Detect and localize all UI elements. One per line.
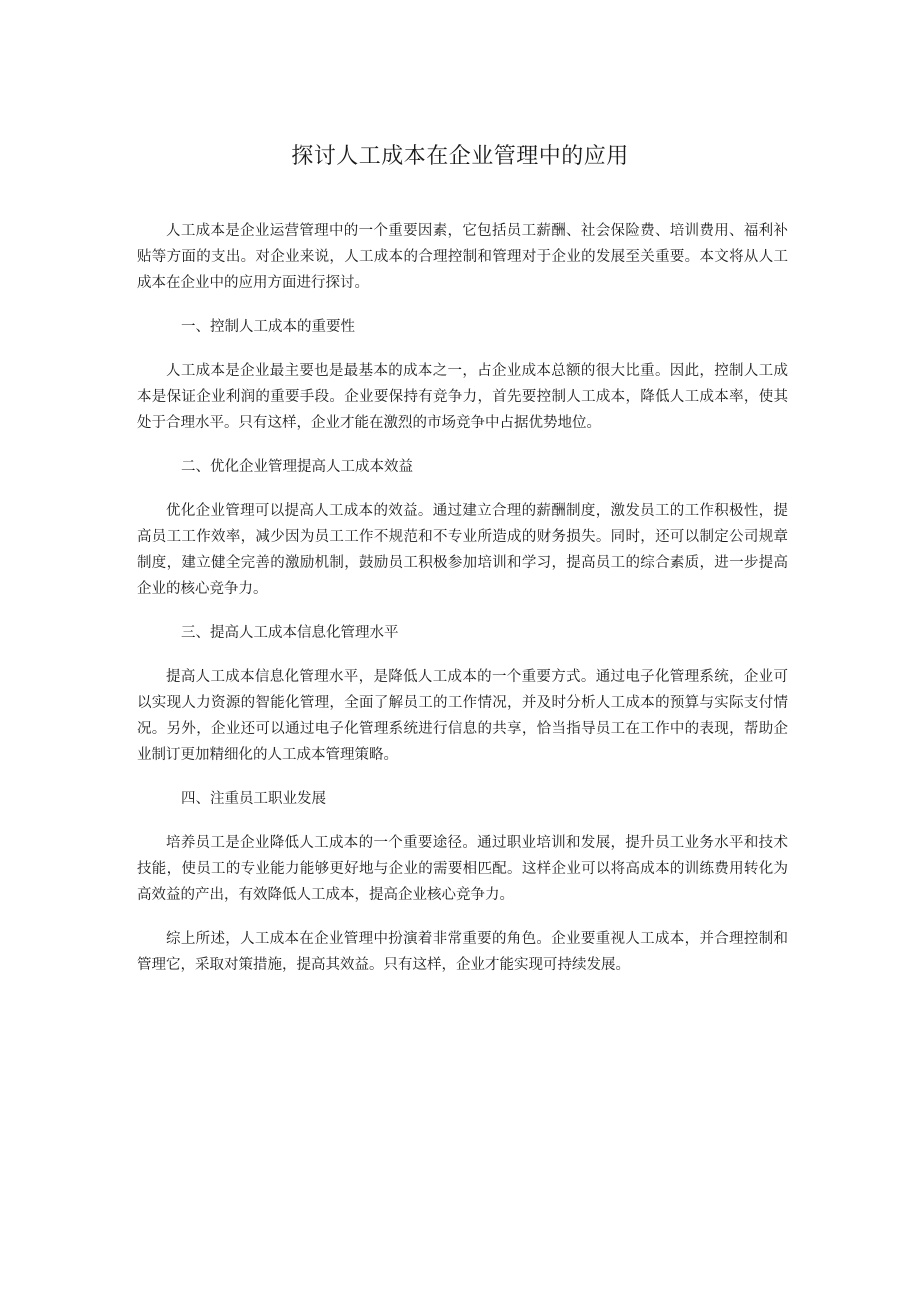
section-heading-3: 三、提高人工成本信息化管理水平 [181,625,399,641]
section-heading-1: 一、控制人工成本的重要性 [181,319,355,335]
paragraph-section-3: 提高人工成本信息化管理水平，是降低人工成本的一个重要方式。通过电子化管理系统，企业可以实现人力资源的智能化管理，全面了解员工的工作情况，并及时分析人工成本的预算与实际支付情况。另外，企业还可以通过电子化管理系统进行信息的共享，恰当指导员工在工作中的表现，帮助企业制订更加精细化的人工成本管理策略。 [137,669,788,763]
section-heading-4: 四、注重员工职业发展 [181,791,326,807]
section-heading-2: 二、优化企业管理提高人工成本效益 [181,459,413,475]
document-body [137,218,788,996]
paragraph-conclusion: 综上所述，人工成本在企业管理中扮演着非常重要的角色。企业要重视人工成本，并合理控制和管理它，采取对策措施，提高其效益。只有这样，企业才能实现可持续发展。 [137,931,788,973]
paragraph-section-2: 优化企业管理可以提高人工成本的效益。通过建立合理的薪酬制度，激发员工的工作积极性，提高员工工作效率，减少因为员工工作不规范和不专业所造成的财务损失。同时，还可以制定公司规章制度，建立健全完善的激励机制，鼓励员工积极参加培训和学习，提高员工的综合素质，进一步提高企业的核心竞争力。 [137,503,788,597]
paragraph-section-1: 人工成本是企业最主要也是最基本的成本之一，占企业成本总额的很大比重。因此，控制人工成本是保证企业利润的重要手段。企业要保持有竞争力，首先要控制人工成本，降低人工成本率，使其处于合理水平。只有这样，企业才能在激烈的市场竞争中占据优势地位。 [137,363,788,431]
paragraph-intro: 人工成本是企业运营管理中的一个重要因素，它包括员工薪酬、社会保险费、培训费用、福利补贴等方面的支出。对企业来说，人工成本的合理控制和管理对于企业的发展至关重要。本文将从人工成本在企业中的应用方面进行探讨。 [137,223,788,291]
paragraph-section-4: 培养员工是企业降低人工成本的一个重要途径。通过职业培训和发展，提升员工业务水平和技术技能，使员工的专业能力能够更好地与企业的需要相匹配。这样企业可以将高成本的训练费用转化为高效益的产出，有效降低人工成本，提高企业核心竞争力。 [137,835,788,903]
document-title: 探讨人工成本在企业管理中的应用 [291,144,629,169]
